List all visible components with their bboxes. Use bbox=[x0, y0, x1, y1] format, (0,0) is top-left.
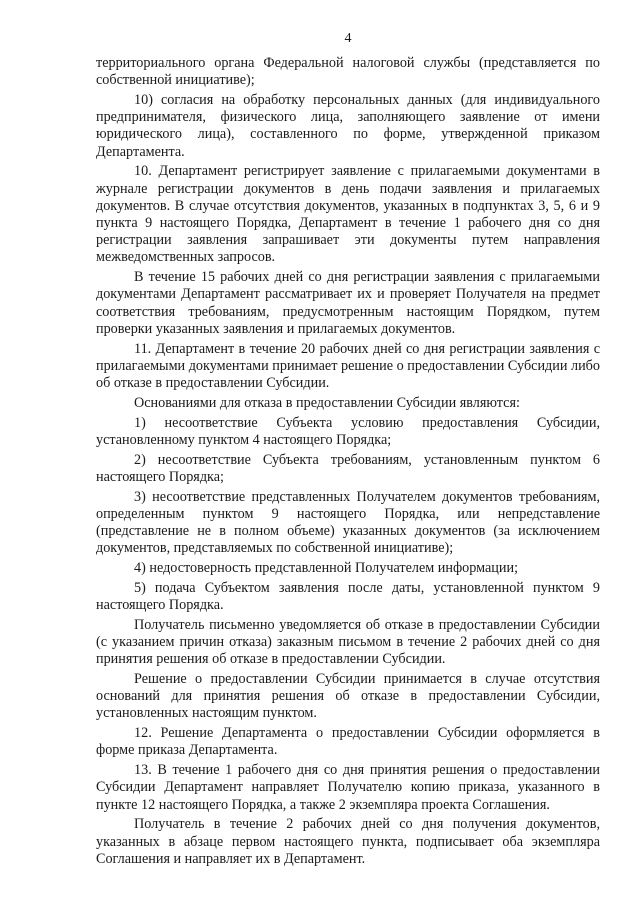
paragraph-clause-13: 13. В течение 1 рабочего дня со дня принятия решения о предоставлении Субсидии Департамент направляет Получателю копию приказа, указанного в пункте 12 настоящего Порядка, а также 2 экземпляра проекта Соглашения. bbox=[96, 762, 600, 813]
paragraph-clause-12: 12. Решение Департамента о предоставлении Субсидии оформляется в форме приказа Департамента. bbox=[96, 725, 600, 759]
list-item-refusal-2: 2) несоответствие Субъекта требованиям, установленным пунктом 6 настоящего Порядка; bbox=[96, 451, 600, 485]
paragraph-refusal-notice: Получатель письменно уведомляется об отказе в предоставлении Субсидии (с указанием причин отказа) заказным письмом в течение 2 рабочих дней со дня принятия решения об отказе в предоставлении Субсидии. bbox=[96, 616, 600, 668]
list-item-refusal-3: 3) несоответствие представленных Получателем документов требованиям, определенным пунктом 9 настоящего Порядка, или непредставление (представление не в полном объеме) указанных документов (за исключением документов, представляемых по собственной инициативе); bbox=[96, 488, 600, 557]
list-item-refusal-4: 4) недостоверность представленной Получателем информации; bbox=[134, 560, 519, 577]
paragraph-clause-10: 10. Департамент регистрирует заявление с прилагаемыми документами в журнале регистрации документов в день подачи заявления и прилагаемых документов. В случае отсутствия документов, указанных в подпунктах 3, 5, 6 и 9 пункта 9 настоящего Порядка, Департамент в течение 1 рабочего дня со дня регистрации заявления запрашивает эти документы путем направления межведомственных запросов. bbox=[96, 163, 600, 266]
paragraph-agreement-signing: Получатель в течение 2 рабочих дней со дня получения документов, указанных в абзаце первом настоящего пункта, подписывает оба экземпляра Соглашения и направляет их в Департамент. bbox=[96, 816, 600, 867]
list-item-refusal-1: 1) несоответствие Субъекта условию предоставления Субсидии, установленному пунктом 4 настоящего Порядка; bbox=[96, 414, 600, 448]
paragraph-item-10-consent: 10) согласия на обработку персональных данных (для индивидуального предпринимателя, физического лица, заполняющего заявление от имени юридического лица), составленного по форме, утвержденной приказом Департамента. bbox=[96, 92, 600, 160]
paragraph-continued-item: территориального органа Федеральной налоговой службы (представляется по собственной инициативе); bbox=[96, 55, 600, 89]
paragraph-review-period: В течение 15 рабочих дней со дня регистрации заявления с прилагаемыми документами Департамент рассматривает их и проверяет Получателя на предмет соответствия требованиям, предусмотренным настоящим Порядком, путем проверки указанных заявления и прилагаемых документов. bbox=[96, 269, 600, 337]
page-number: 4 bbox=[344, 31, 352, 46]
paragraph-grant-decision: Решение о предоставлении Субсидии принимается в случае отсутствия оснований для принятия решения об отказе в предоставлении Субсидии, установленных настоящим пунктом. bbox=[96, 671, 600, 722]
list-item-refusal-5: 5) подача Субъектом заявления после даты, установленной пунктом 9 настоящего Порядка. bbox=[96, 579, 600, 614]
paragraph-refusal-grounds-intro: Основаниями для отказа в предоставлении Субсидии являются: bbox=[134, 394, 520, 411]
paragraph-clause-11: 11. Департамент в течение 20 рабочих дней со дня регистрации заявления с прилагаемыми документами принимает решение о предоставлении Субсидии либо об отказе в предоставлении Субсидии. bbox=[96, 340, 600, 392]
document-body bbox=[96, 55, 600, 871]
